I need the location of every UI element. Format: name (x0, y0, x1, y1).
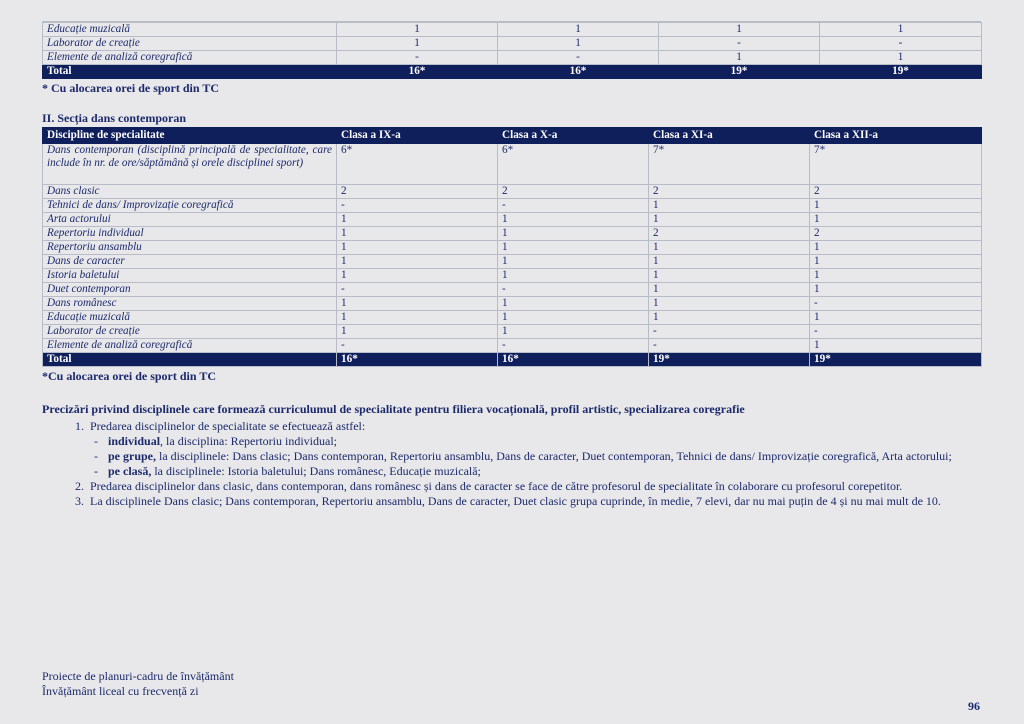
table-row (43, 255, 982, 269)
hours-cell: - (649, 339, 810, 353)
hours-cell: 1 (649, 213, 810, 227)
table2-footnote: *Cu alocarea orei de sport din TC (42, 369, 217, 383)
discipline-name: Repertoriu ansamblu (43, 241, 337, 255)
header-clasa-xii: Clasa a XII-a (810, 128, 982, 144)
hours-cell: - (337, 283, 498, 297)
hours-cell: - (649, 325, 810, 339)
total-label: Total (43, 65, 337, 79)
hours-cell: 6* (337, 144, 498, 185)
table-row (43, 269, 982, 283)
hours-cell: 1 (810, 283, 982, 297)
hours-cell: - (498, 51, 659, 65)
list-item (42, 494, 981, 509)
hours-cell: 2 (649, 227, 810, 241)
sub-item-pe-clasa (84, 464, 981, 479)
hours-cell: - (659, 37, 820, 51)
hours-cell: 1 (649, 199, 810, 213)
hours-cell: 1 (498, 311, 649, 325)
discipline-name: Istoria baletului (43, 269, 337, 283)
total-row (43, 65, 982, 79)
hours-cell: 1 (649, 297, 810, 311)
total-cell: 19* (810, 353, 982, 367)
sub-item-text: la disciplinele: Dans clasic; Dans contemporan, Repertoriu ansamblu, Dans de caracter, Duet contemporan, Tehnici de dans/ Improvizație coregrafică, Arta actorului; (156, 449, 952, 463)
hours-cell: - (810, 325, 982, 339)
list-number: 1. (75, 419, 84, 433)
list-text: La disciplinele Dans clasic; Dans contemporan, Repertoriu ansamblu, Dans de caracter, Duet clasic grupa cuprinde, în medie, 7 elevi, dar nu mai puțin de 4 și nu mai mult de 10. (90, 494, 941, 508)
hours-cell: - (337, 339, 498, 353)
hours-cell: 1 (337, 23, 498, 37)
hours-cell: 1 (810, 241, 982, 255)
hours-cell: 1 (337, 311, 498, 325)
header-discipline: Discipline de specialitate (43, 128, 337, 144)
discipline-name: Duet contemporan (43, 283, 337, 297)
discipline-name: Dans de caracter (43, 255, 337, 269)
discipline-name: Dans contemporan (disciplină principală de specialitate, care include în nr. de ore/săptămână și orele disciplinei sport) (43, 144, 337, 185)
hours-cell: - (337, 51, 498, 65)
hours-cell: 1 (498, 269, 649, 283)
hours-cell: - (498, 339, 649, 353)
list-item (42, 479, 981, 494)
total-label: Total (43, 353, 337, 367)
total-cell: 19* (659, 65, 820, 79)
table-row (43, 51, 982, 65)
table-previous-section (42, 22, 982, 79)
sub-item-text: la disciplinele: Istoria baletului; Dans românesc, Educație muzicală; (151, 464, 481, 478)
hours-cell: 1 (649, 311, 810, 325)
total-cell: 19* (649, 353, 810, 367)
total-cell: 16* (337, 353, 498, 367)
hours-cell: 1 (649, 283, 810, 297)
hours-cell: 1 (820, 23, 982, 37)
table-row (43, 37, 982, 51)
hours-cell: 1 (498, 241, 649, 255)
hours-cell: 1 (337, 213, 498, 227)
hours-cell: - (810, 297, 982, 311)
hours-cell: 1 (498, 227, 649, 241)
hours-cell: 1 (649, 255, 810, 269)
hours-cell: - (498, 199, 649, 213)
hours-cell: 2 (810, 227, 982, 241)
total-cell: 16* (498, 65, 659, 79)
header-clasa-xi: Clasa a XI-a (649, 128, 810, 144)
hours-cell: - (337, 199, 498, 213)
dash-bullet: - (94, 449, 98, 463)
hours-cell: 1 (810, 269, 982, 283)
discipline-name: Dans clasic (43, 185, 337, 199)
hours-cell: 2 (498, 185, 649, 199)
sub-item-pe-grupe (84, 449, 981, 464)
document-page (42, 22, 981, 509)
list-text: Predarea disciplinelor dans clasic, dans contemporan, dans românesc și dans de caracter se face de către profesorul de specialitate în colaborare cu profesorul corepetitor. (90, 479, 903, 493)
table-row (43, 311, 982, 325)
footer-line-1: Proiecte de planuri-cadru de învățământ (42, 669, 234, 683)
hours-cell: 2 (649, 185, 810, 199)
hours-cell: 1 (498, 213, 649, 227)
total-cell: 16* (337, 65, 498, 79)
hours-cell: 7* (810, 144, 982, 185)
list-number: 2. (75, 479, 84, 493)
precizari-title: Precizări privind disciplinele care formează curriculumul de specialitate pentru filiera vocațională, profil artistic, specializarea coregrafie (42, 402, 745, 416)
sub-item-bold: pe clasă, (108, 464, 152, 478)
discipline-name: Elemente de analiză coregrafică (43, 51, 337, 65)
table-row (43, 283, 982, 297)
hours-cell: 1 (649, 269, 810, 283)
sub-item-text: , la disciplina: Repertoriu individual; (160, 434, 337, 448)
precizari-list (42, 419, 981, 509)
discipline-name: Dans românesc (43, 297, 337, 311)
table-row (43, 325, 982, 339)
hours-cell: 2 (337, 185, 498, 199)
discipline-name: Laborator de creație (43, 325, 337, 339)
discipline-name: Elemente de analiză coregrafică (43, 339, 337, 353)
discipline-name: Repertoriu individual (43, 227, 337, 241)
list-item (42, 419, 981, 434)
header-clasa-ix: Clasa a IX-a (337, 128, 498, 144)
total-row (43, 353, 982, 367)
hours-cell: - (820, 37, 982, 51)
hours-cell: 1 (649, 241, 810, 255)
sub-item-individual (84, 434, 981, 449)
hours-cell: 1 (498, 23, 659, 37)
table-dans-contemporan (42, 127, 982, 367)
hours-cell: 1 (337, 227, 498, 241)
hours-cell: - (498, 283, 649, 297)
sub-item-bold: pe grupe, (108, 449, 156, 463)
table-row (43, 185, 982, 199)
hours-cell: 1 (498, 325, 649, 339)
hours-cell: 1 (337, 241, 498, 255)
discipline-name: Educație muzicală (43, 23, 337, 37)
footer-line-2: Învățământ liceal cu frecvență zi (42, 684, 199, 698)
hours-cell: 7* (649, 144, 810, 185)
hours-cell: 1 (810, 311, 982, 325)
sub-item-bold: individual (108, 434, 161, 448)
hours-cell: 1 (810, 339, 982, 353)
page-number: 96 (968, 699, 980, 713)
hours-cell: 1 (498, 255, 649, 269)
hours-cell: 6* (498, 144, 649, 185)
table1-footnote: * Cu alocarea orei de sport din TC (42, 81, 220, 95)
table-row (43, 339, 982, 353)
page-footer (42, 669, 234, 699)
table-row (43, 144, 982, 185)
table-row (43, 199, 982, 213)
hours-cell: 1 (337, 255, 498, 269)
hours-cell: 1 (810, 255, 982, 269)
hours-cell: 1 (810, 213, 982, 227)
hours-cell: 1 (337, 297, 498, 311)
hours-cell: 1 (659, 23, 820, 37)
table-row (43, 23, 982, 37)
hours-cell: 1 (820, 51, 982, 65)
dash-bullet: - (94, 464, 98, 478)
total-cell: 19* (820, 65, 982, 79)
hours-cell: 1 (810, 199, 982, 213)
hours-cell: 1 (498, 297, 649, 311)
hours-cell: 1 (337, 37, 498, 51)
total-cell: 16* (498, 353, 649, 367)
discipline-name: Arta actorului (43, 213, 337, 227)
discipline-name: Laborator de creație (43, 37, 337, 51)
list-number: 3. (75, 494, 84, 508)
hours-cell: 1 (659, 51, 820, 65)
table-row (43, 227, 982, 241)
hours-cell: 1 (498, 37, 659, 51)
discipline-name: Tehnici de dans/ Improvizație coregrafică (43, 199, 337, 213)
hours-cell: 2 (810, 185, 982, 199)
dash-bullet: - (94, 434, 98, 448)
section-title: II. Secția dans contemporan (42, 111, 187, 125)
list-text: Predarea disciplinelor de specialitate se efectuează astfel: (90, 419, 366, 433)
hours-cell: 1 (337, 269, 498, 283)
hours-cell: 1 (337, 325, 498, 339)
header-clasa-x: Clasa a X-a (498, 128, 649, 144)
discipline-name: Educație muzicală (43, 311, 337, 325)
table-header-row (43, 128, 982, 144)
table-row (43, 213, 982, 227)
table-row (43, 241, 982, 255)
table-row (43, 297, 982, 311)
